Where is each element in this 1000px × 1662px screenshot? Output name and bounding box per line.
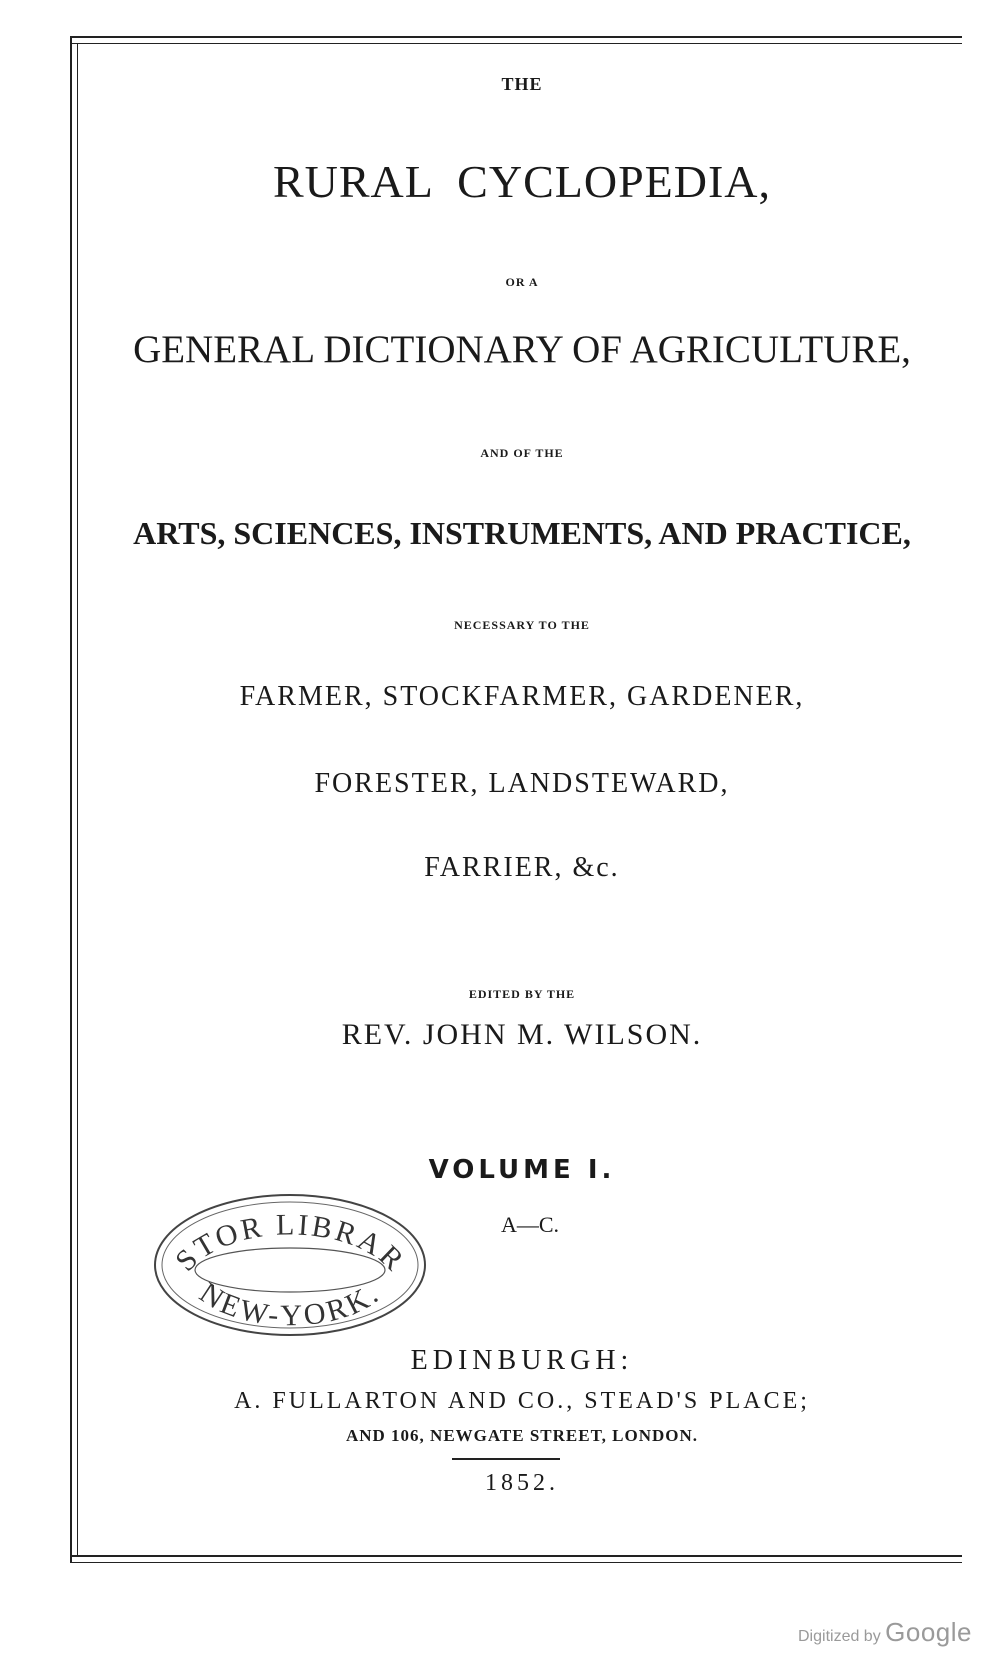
- digitized-watermark: [798, 1617, 972, 1648]
- connector-and-of-the: AND OF THE: [480, 446, 564, 460]
- frame-rule-top-inner: [70, 43, 962, 44]
- audience-line-1: FARMER, STOCKFARMER, GARDENER,: [239, 681, 805, 712]
- imprint-address: AND 106, NEWGATE STREET, LONDON.: [345, 1426, 699, 1445]
- watermark-brand: Google: [885, 1617, 972, 1647]
- connector-necessary-to-the: NECESSARY TO THE: [454, 618, 590, 632]
- library-stamp-graphic: [150, 1190, 430, 1340]
- connector-or-a: OR A: [505, 275, 539, 289]
- audience-line-3: FARRIER, &c.: [424, 852, 620, 883]
- frame-rule-bottom-outer: [72, 1555, 962, 1557]
- stamp-top-text: STOR LIBRAR: [169, 1208, 411, 1278]
- frame-rule-left-inner: [77, 43, 78, 1556]
- imprint-publisher: A. FULLARTON AND CO., STEAD'S PLACE;: [234, 1388, 810, 1414]
- connector-edited-by-the: EDITED BY THE: [468, 987, 576, 1001]
- subjects-line: ARTS, SCIENCES, INSTRUMENTS, AND PRACTICE,: [133, 515, 911, 551]
- imprint-city: EDINBURGH:: [410, 1345, 634, 1376]
- stamp-bottom-text: NEW-YORK.: [193, 1276, 387, 1333]
- frame-rule-left-outer: [70, 36, 72, 1563]
- imprint-divider: [452, 1458, 560, 1460]
- editor-name: REV. JOHN M. WILSON.: [341, 1018, 703, 1051]
- audience-line-2: FORESTER, LANDSTEWARD,: [314, 768, 730, 799]
- book-subtitle: GENERAL DICTIONARY OF AGRICULTURE,: [133, 328, 911, 371]
- frame-rule-top-outer: [70, 36, 962, 38]
- frame-rule-bottom-inner: [72, 1562, 962, 1563]
- volume-label: VOLUME I.: [428, 1155, 616, 1185]
- imprint-year: 1852.: [485, 1470, 559, 1496]
- library-stamp: [150, 1190, 430, 1340]
- watermark-prefix: Digitized by: [798, 1628, 881, 1645]
- book-title: RURAL CYCLOPEDIA,: [272, 156, 772, 207]
- title-article: THE: [501, 74, 543, 94]
- volume-range: A—C.: [500, 1212, 560, 1237]
